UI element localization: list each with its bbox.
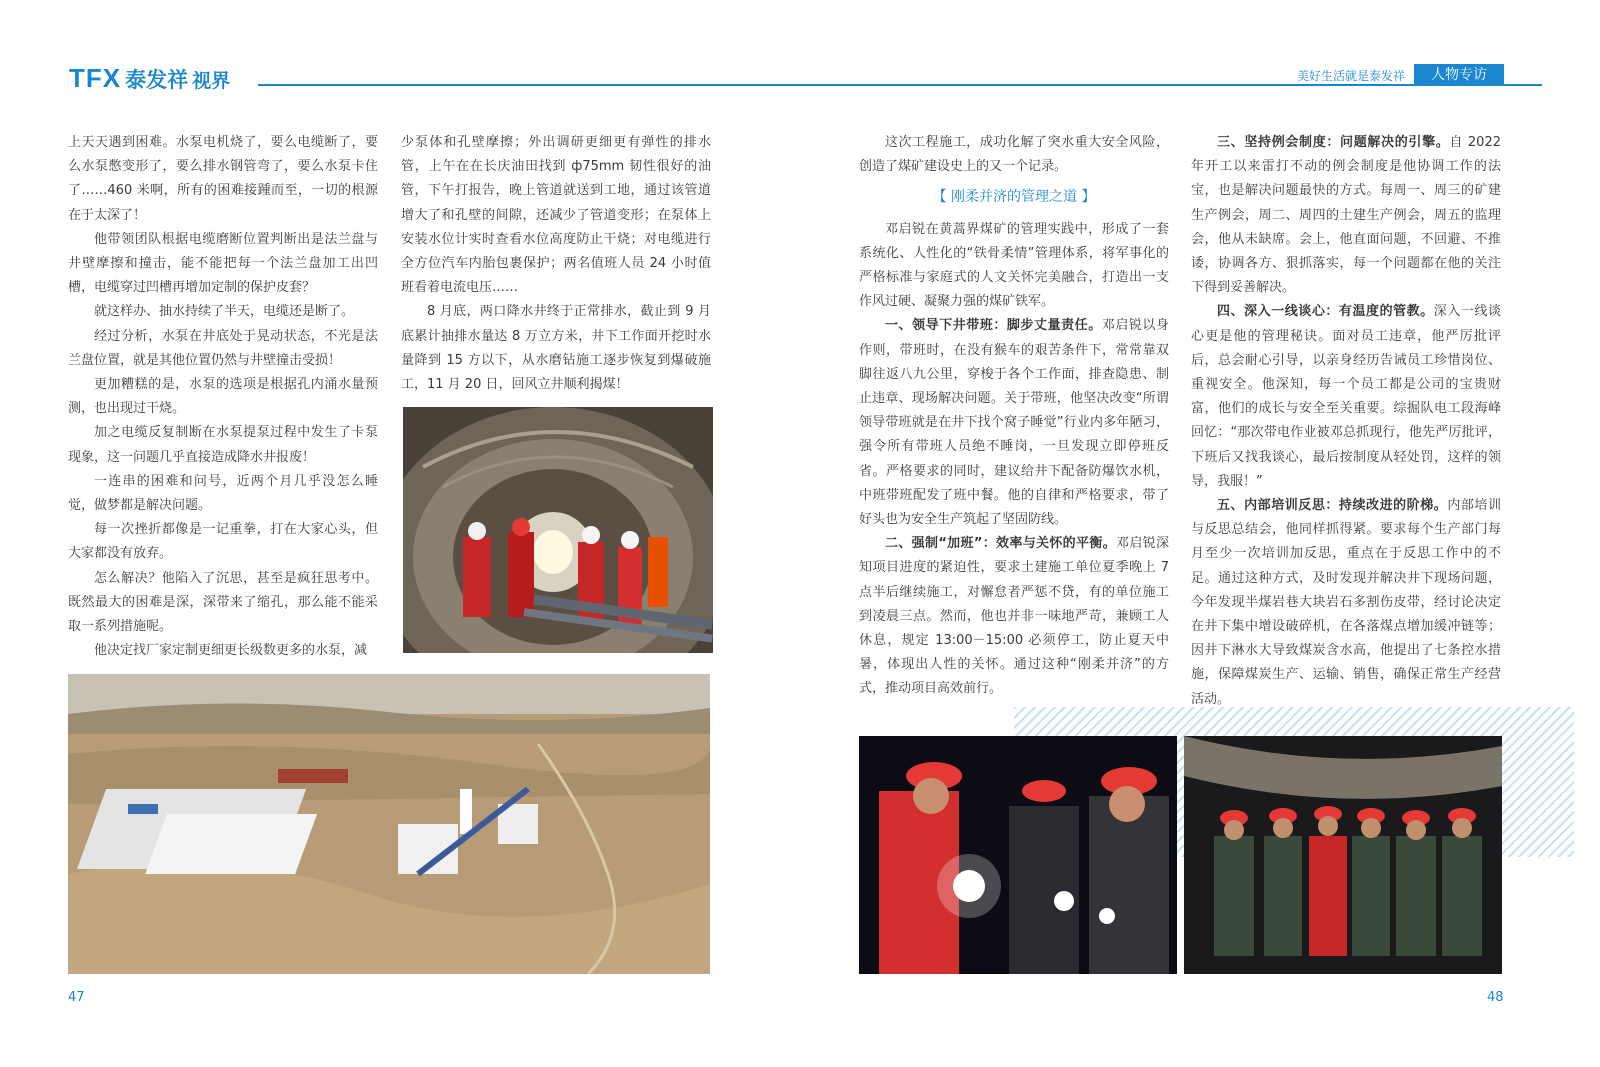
paragraph: 就这样办、抽水持续了半天，电缆还是断了。	[94, 304, 355, 320]
paragraph: 邓启锐在黄蒿界煤矿的管理实践中，形成了一套系统化、人性化的“铁骨柔情”管理体系，将军事化的严格标准与家庭式的人文关怀完美融合，打造出一支作风过硬、凝聚力强的煤矿铁军。	[859, 221, 1169, 310]
paragraph-item-4	[1191, 300, 1501, 494]
paragraph: 他带领团队根据电缆磨断位置判断出是法兰盘与井壁摩擦和撞击，能不能把每一个法兰盘加工出凹槽，电缆穿过凹槽再增加定制的保护皮套？	[68, 231, 378, 296]
item-heading: 二、强制“加班”：效率与关怀的平衡。	[885, 536, 1116, 552]
logo-sub: 视界	[192, 70, 231, 92]
section-subtitle: 【 刚柔并济的管理之道 】	[932, 189, 1096, 206]
column-4	[1191, 131, 1501, 712]
item-heading: 一、领导下井带班：脚步丈量责任。	[885, 318, 1102, 334]
paragraph: 8 月底，两口降水井终于正常排水，截止到 9 月底累计抽排水量达 8 万立方米，井下工作面开挖时水量降到 15 方以下，从水磨钻施工逐步恢复到爆破施工，11 月 20 日，回风立井顺利揭煤！	[401, 304, 711, 393]
item-heading: 三、坚持例会制度：问题解决的引擎。	[1217, 135, 1450, 150]
paragraph: 怎么解决？他陷入了沉思，甚至是疯狂思考中。既然最大的困难是深，深带来了缩孔，那么能不能采取一系列措施呢。	[68, 570, 378, 635]
paragraph-item-3	[1191, 131, 1501, 300]
paragraph: 更加糟糕的是，水泵的选项是根据孔内涌水量预测，也出现过干烧。	[68, 377, 378, 417]
paragraph: 上天天遇到困难。水泵电机烧了，要么电缆断了，要么水泵憋变形了，要么排水钢管弯了，要么水泵卡住了……460 米啊，所有的困难接踵而至，一切的根源在于太深了！	[68, 135, 378, 223]
paragraph-item-2	[859, 532, 1169, 701]
paragraph: 一连串的困难和问号，近两个月几乎没怎么睡觉，做梦都是解决问题。	[68, 473, 378, 514]
paragraph: 加之电缆反复制断在水泵提泵过程中发生了卡泵现象，这一问题几乎直接造成降水井报废！	[68, 425, 378, 465]
logo-brand: 泰发祥	[125, 68, 189, 92]
column-3	[859, 131, 1169, 702]
paragraph: 这次工程施工，成功化解了突水重大安全风险，创造了煤矿建设史上的又一个记录。	[859, 135, 1169, 175]
paragraph: 每一次挫折都像是一记重拳，打在大家心头，但大家都没有放弃。	[68, 522, 378, 562]
header-slogan: 美好生活就是泰发祥	[1296, 69, 1405, 83]
column-2	[401, 131, 711, 397]
item-body: 内部培训与反思总结会，他同样抓得紧。要求每个生产部门每月至少一次培训加反思，重点在于反思工作中的不足。通过这种方式，及时发现并解决井下现场问题，今年发现半煤岩巷大块岩石多割伤皮带，经讨论决定在井下集中增设破碎机，在各落煤点增加缓冲链等；因井下淋水大导致煤炭含水高，他提出了七条控水措施，保障煤炭生产、运输、销售，确保正常生产经营活动。	[1191, 498, 1501, 707]
item-body: 自 2022 年开工以来雷打不动的例会制度是他协调工作的法宝，也是解决问题最快的方式。每周一、周三的矿建生产例会，周二、周四的土建生产例会，周五的监理会，他从未缺席。会上，他直面问题，不回避、不推诿，协调各方、狠抓落实，每一个问题都在他的关注下得到妥善解决。	[1191, 135, 1501, 296]
item-body: 深入一线谈心更是他的管理秘诀。面对员工违章，他严厉批评后，总会耐心引导，以亲身经历告诫员工珍惜岗位、重视安全。他深知，每一个员工都是公司的宝贵财富，他们的成长与安全至关重要。综掘队电工段海峰回忆：“那次带电作业被邓总抓现行，他先严厉批评，下班后又找我谈心，最后按制度从轻处罚，这样的领导，我服！”	[1191, 304, 1501, 489]
item-heading: 四、深入一线谈心：有温度的管教。	[1217, 304, 1434, 320]
section-tab: 人物专访	[1414, 64, 1504, 86]
night-workers-photo	[859, 736, 1177, 974]
paragraph: 少泵体和孔壁摩擦；外出调研更细更有弹性的排水管，上午在在长庆油田找到 ф75mm 韧性很好的油管，下午打报告，晚上管道就送到工地，通过该管道增大了和孔壁的间隙，还减少了管道变形；在泵体上安装水位计实时查看水位高度防止干烧；对电缆进行全方位汽车内胎包裹保护；两名值班人员 24 小时值班看着电流电压……	[401, 135, 711, 296]
aerial-mine-photo	[68, 674, 710, 974]
group-miners-photo	[1184, 736, 1502, 974]
tunnel-workers-photo	[403, 407, 713, 653]
magazine-logo	[69, 63, 230, 94]
logo-tfx: TFX	[69, 63, 122, 93]
item-body: 邓启锐以身作则，带班时，在没有猴车的艰苦条件下，常常靠双脚往返八九公里，穿梭于各个工作面，排查隐患、制止违章、现场解决问题。关于带班，他坚决改变“所谓领导带班就是在井下找个窝子睡觉”行业内多年陋习，强令所有带班人员绝不睡岗，一旦发现立即停班反省。严格要求的同时，建议给井下配备防爆饮水机，中班带班配发了班中餐。他的自律和严格要求，带了好头也为安全生产筑起了坚固防线。	[859, 318, 1169, 528]
paragraph-item-1	[859, 314, 1169, 532]
page-number-right: 48	[1487, 990, 1504, 1005]
item-heading: 五、内部培训反思：持续改进的阶梯。	[1217, 498, 1448, 514]
paragraph-item-5	[1191, 494, 1501, 712]
paragraph: 他决定找厂家定制更细更长级数更多的水泵，减	[94, 643, 368, 659]
header-rule	[258, 84, 1542, 86]
column-1	[68, 131, 378, 663]
item-body: 邓启锐深知项目进度的紧迫性，要求土建施工单位夏季晚上 7 点半后继续施工，对懈怠者严惩不贷，有的单位施工到凌晨三点。然而，他也并非一味地严苛，兼顾工人休息，规定 13:00－15:00 必须停工，防止夏天中暑，体现出人性的关怀。通过这种“刚柔并济”的方式，推动项目高效前行。	[859, 536, 1169, 697]
paragraph: 经过分析，水泵在井底处于晃动状态，不光是法兰盘位置，就是其他位置仍然与井壁撞击受损！	[68, 328, 378, 368]
page-number-left: 47	[68, 990, 85, 1005]
